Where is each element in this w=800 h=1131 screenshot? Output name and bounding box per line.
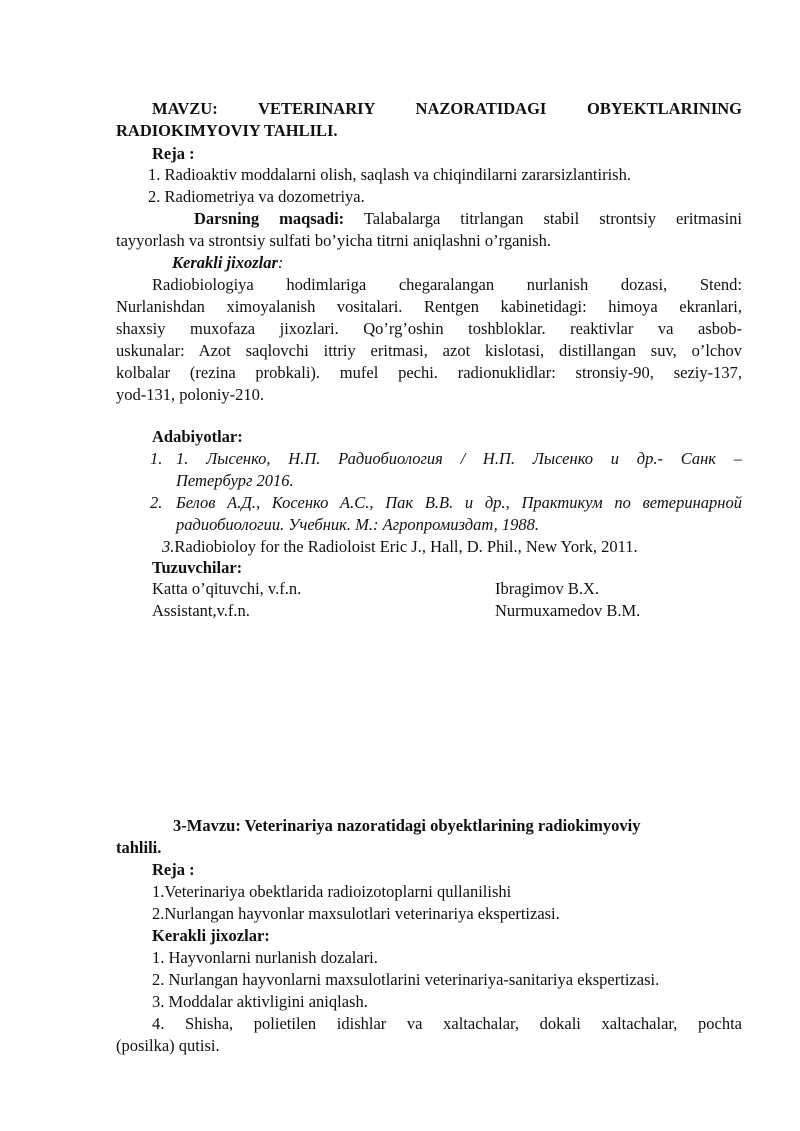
goal-label: Darsning maqsadi: [194,209,345,228]
section2-equipment-item: 2. Nurlangan hayvonlarni maxsulotlarini veterinariya-sanitariya ekspertizasi. [152,970,660,989]
section1-equipment-line: yod-131, poloniy-210. [116,385,265,404]
section2-title-line1: 3-Mavzu: Veterinariya nazoratidagi obyektlarining radiokimyoviy [173,816,641,835]
literature-item-number: 1. [150,449,163,468]
section1-equipment-line: shaxsiy muxofaza jixozlari. Qo’rg’oshin toshbloklar. reaktivlar va asbob- [116,319,742,338]
section1-goal-line2: tayyorlash va strontsiy sulfati bo’yicha titrni aniqlashni o’rganish. [116,231,552,250]
literature-item-number: 2. [150,493,163,512]
section1-equipment-line: Radiobiologiya hodimlariga chegaralangan nurlanish dozasi, Stend: [152,275,742,294]
section1-reja-item: 2. Radiometriya va dozometriya. [148,187,365,206]
author-name: Nurmuxamedov B.M. [495,601,641,620]
section1-equipment-line: kolbalar (rezina probkali). mufel pechi. radionuklidlar: stronsiy-90, seziy-137, [116,363,742,382]
literature-item-cont: Петербург 2016. [176,471,294,490]
section2-reja-item: 1.Veterinariya obektlarida radioizotoplarni qullanilishi [152,882,512,901]
literature-item-number: 3. [162,537,175,556]
section2-equipment-item-cont: (posilka) qutisi. [116,1036,220,1055]
goal-text: Talabalarga titrlangan stabil strontsiy eritmasini [363,209,743,228]
section1-title-line2: RADIOKIMYOVIY TAHLILI. [116,121,338,140]
literature-item-3 [162,536,638,558]
section2-reja-item: 2.Nurlangan hayvonlar maxsulotlari veterinariya ekspertizasi. [152,904,560,923]
equipment-colon: : [277,253,284,272]
equipment-label: Kerakli jixozlar [172,253,278,272]
section1-goal-line1 [194,208,742,230]
author-role: Assistant,v.f.n. [152,601,250,620]
section2-equipment-label: Kerakli jixozlar: [152,926,270,945]
section1-reja-label: Reja : [152,144,195,163]
section1-equipment-line: uskunalar: Azot saqlovchi ittriy eritmasi, azot kislotasi, distillangan suv, o’lchov [116,341,742,360]
section1-equipment-heading [172,252,283,274]
section2-title-line2: tahlili. [116,838,162,857]
author-name: Ibragimov B.X. [495,579,600,598]
literature-item-cont: радиобиологии. Учебник. М.: Агропромиздат, 1988. [176,515,540,534]
author-role: Katta o’qituvchi, v.f.n. [152,579,302,598]
section2-equipment-item: 3. Moddalar aktivligini aniqlash. [152,992,368,1011]
section2-equipment-item: 1. Hayvonlarni nurlanish dozalari. [152,948,378,967]
section1-reja-item: 1. Radioaktiv moddalarni olish, saqlash va chiqindilarni zararsizlantirish. [148,165,631,184]
authors-heading: Tuzuvchilar: [152,558,243,577]
literature-item: Белов А.Д., Косенко А.С., Пак В.В. и др., Практикум по ветеринарной [176,493,742,512]
literature-item: Radiobioloy for the Radioloist Eric J., Hall, D. Phil., New York, 2011. [174,537,638,556]
section1-title-line1: MAVZU: VETERINARIY NAZORATIDAGI OBYEKTLARINING [152,99,742,118]
literature-item: 1. Лысенко, Н.П. Радиобиология / Н.П. Лысенко и др.- Санк – [176,449,742,468]
section1-equipment-line: Nurlanishdan ximoyalanish vositalari. Rentgen kabinetidagi: himoya ekranlari, [116,297,742,316]
literature-heading: Adabiyotlar: [152,427,243,446]
section2-equipment-item: 4. Shisha, polietilen idishlar va xaltachalar, dokali xaltachalar, pochta [152,1014,742,1033]
section2-reja-label: Reja : [152,860,195,879]
